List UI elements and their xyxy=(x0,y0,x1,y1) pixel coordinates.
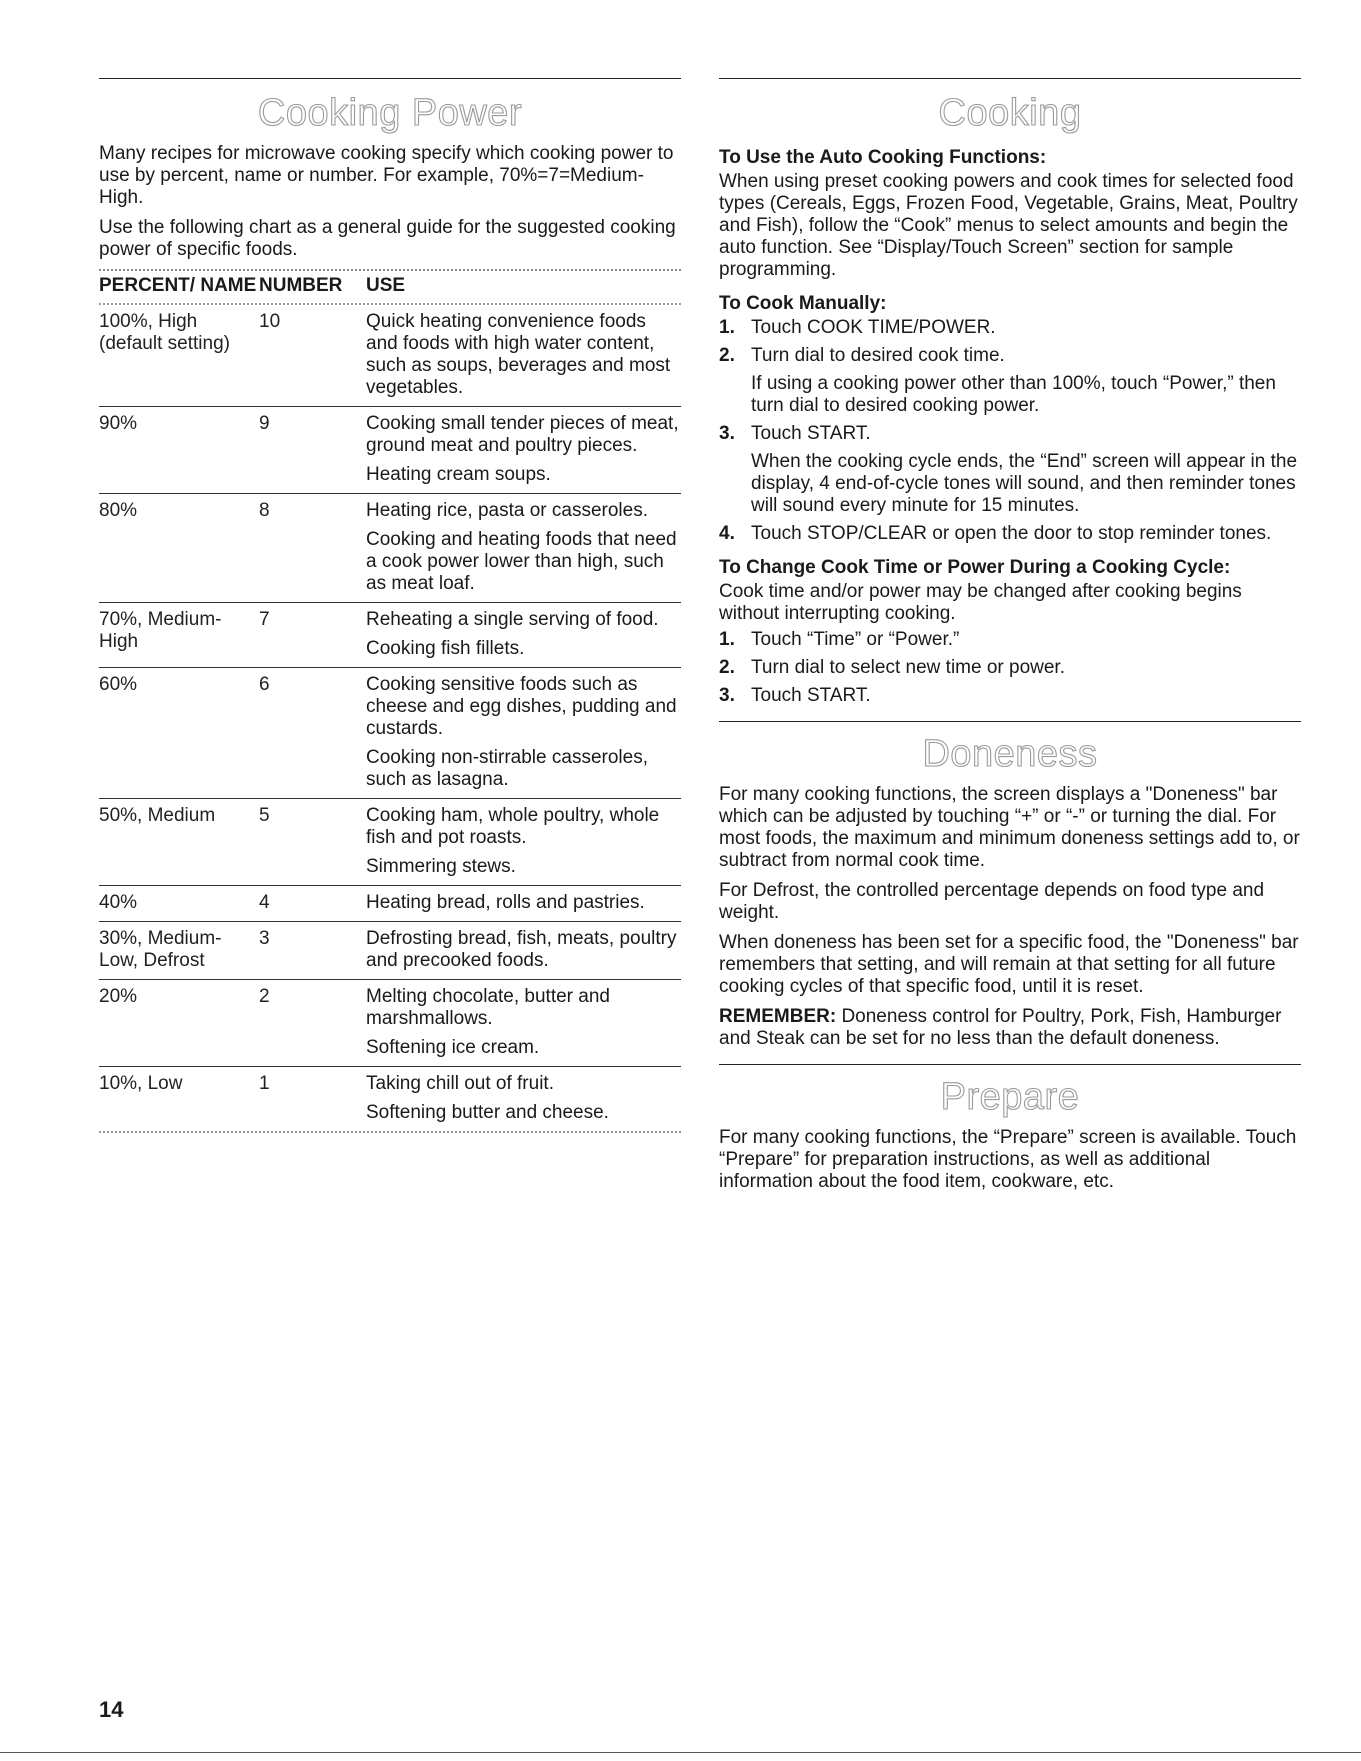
percent-name-cell: 20% xyxy=(99,986,138,1007)
use-line: Cooking and heating foods that need a cook power lower than high, such as meat loaf. xyxy=(366,529,677,594)
cook-manually-heading: To Cook Manually: xyxy=(719,293,887,314)
number-cell: 5 xyxy=(259,805,270,826)
change-cook-steps xyxy=(719,629,1301,707)
use-cell xyxy=(366,805,681,878)
header-percent-name: PERCENT/ NAME xyxy=(99,275,257,296)
step-number: 1. xyxy=(719,317,735,338)
header-use: USE xyxy=(366,275,406,296)
number-cell: 8 xyxy=(259,500,270,521)
table-row xyxy=(99,1067,681,1133)
use-cell xyxy=(366,500,681,595)
doneness-para-1: For many cooking functions, the screen displays a "Doneness" bar which can be adjusted by touching “+” or “-” or turning the dial. For most foods, the maximum and minimum doneness settings add to, or subtract from normal cook time. xyxy=(719,784,1300,871)
table-row xyxy=(99,886,681,922)
use-line: Heating bread, rolls and pastries. xyxy=(366,892,645,913)
percent-name-cell: 40% xyxy=(99,892,138,913)
number-cell: 3 xyxy=(259,928,270,949)
use-line: Quick heating convenience foods and foods with high water content, such as soups, beverages and most vegetables. xyxy=(366,311,671,398)
prepare-title: Prepare xyxy=(940,1076,1080,1118)
number-cell: 2 xyxy=(259,986,270,1007)
change-cook-text: Cook time and/or power may be changed after cooking begins without interrupting cooking. xyxy=(719,581,1242,624)
table-row xyxy=(99,799,681,886)
step-item xyxy=(719,685,1301,707)
percent-name-cell: 60% xyxy=(99,674,138,695)
section-rule xyxy=(719,78,1301,79)
table-row xyxy=(99,922,681,980)
section-rule xyxy=(99,78,681,79)
step-number: 2. xyxy=(719,345,735,366)
cooking-power-intro-2: Use the following chart as a general guide for the suggested cooking power of specific foods. xyxy=(99,217,676,260)
page-number: 14 xyxy=(99,1697,124,1722)
step-body xyxy=(751,685,871,707)
step-body xyxy=(751,423,1301,517)
section-rule xyxy=(719,1064,1301,1065)
step-text: Touch COOK TIME/POWER. xyxy=(751,317,996,338)
step-item xyxy=(719,629,1301,651)
cooking-power-title: Cooking Power xyxy=(257,92,523,134)
step-text: Touch STOP/CLEAR or open the door to stop reminder tones. xyxy=(751,523,1272,544)
doneness-title: Doneness xyxy=(922,733,1098,775)
use-line: Cooking non-stirrable casseroles, such as lasagna. xyxy=(366,747,648,790)
step-body xyxy=(751,657,1065,679)
cook-manually-steps xyxy=(719,317,1301,545)
step-number: 4. xyxy=(719,523,735,544)
use-line: Cooking sensitive foods such as cheese and egg dishes, pudding and custards. xyxy=(366,674,677,739)
percent-name-cell: 50%, Medium xyxy=(99,805,216,826)
table-row xyxy=(99,668,681,799)
use-cell xyxy=(366,311,681,399)
use-cell xyxy=(366,986,681,1059)
percent-name-cell: 90% xyxy=(99,413,138,434)
step-body xyxy=(751,629,959,651)
use-line: Cooking fish fillets. xyxy=(366,638,525,659)
table-body xyxy=(99,305,681,1133)
percent-name-cell: 80% xyxy=(99,500,138,521)
use-line: Reheating a single serving of food. xyxy=(366,609,659,630)
prepare-para-1: For many cooking functions, the “Prepare” screen is available. Touch “Prepare” for preparation instructions, as well as additional information about the food item, cookware, etc. xyxy=(719,1127,1297,1192)
step-number: 3. xyxy=(719,685,735,706)
number-cell: 1 xyxy=(259,1073,270,1094)
doneness-para-3: When doneness has been set for a specific food, the "Doneness" bar remembers that setting, and will remain at that setting for all future cooking cycles of that specific food, until it is reset. xyxy=(719,932,1299,997)
step-item xyxy=(719,523,1301,545)
use-line: Taking chill out of fruit. xyxy=(366,1073,554,1094)
step-subtext: If using a cooking power other than 100%, touch “Power,” then turn dial to desired cooking power. xyxy=(751,373,1276,416)
use-line: Softening butter and cheese. xyxy=(366,1102,609,1123)
step-item xyxy=(719,657,1301,679)
left-column xyxy=(99,78,681,1133)
use-line: Heating cream soups. xyxy=(366,464,551,485)
cooking-power-table xyxy=(99,269,681,1133)
table-row xyxy=(99,305,681,407)
step-text: Touch START. xyxy=(751,685,871,706)
use-line: Cooking ham, whole poultry, whole fish and pot roasts. xyxy=(366,805,660,848)
percent-name-cell: 100%, High (default setting) xyxy=(99,311,230,354)
use-cell xyxy=(366,674,681,791)
percent-name-cell: 30%, Medium-Low, Defrost xyxy=(99,928,222,971)
step-body xyxy=(751,523,1271,545)
step-item xyxy=(719,345,1301,417)
number-cell: 6 xyxy=(259,674,270,695)
step-number: 3. xyxy=(719,423,735,444)
section-rule xyxy=(719,721,1301,722)
step-text: Touch “Time” or “Power.” xyxy=(751,629,960,650)
table-row xyxy=(99,494,681,603)
use-cell xyxy=(366,609,681,660)
step-text: Turn dial to select new time or power. xyxy=(751,657,1065,678)
use-cell xyxy=(366,928,681,972)
table-row xyxy=(99,603,681,668)
remember-text: Doneness control for Poultry, Pork, Fish, Hamburger and Steak can be set for no less than the default doneness. xyxy=(719,1006,1282,1049)
step-text: Touch START. xyxy=(751,423,871,444)
step-body xyxy=(751,317,996,339)
step-text: Turn dial to desired cook time. xyxy=(751,345,1005,366)
footer-rule xyxy=(0,1752,1361,1753)
use-line: Heating rice, pasta or casseroles. xyxy=(366,500,648,521)
doneness-remember xyxy=(719,1006,1301,1050)
step-item xyxy=(719,423,1301,517)
step-body xyxy=(751,345,1301,417)
table-header xyxy=(99,269,681,305)
remember-label: REMEMBER: xyxy=(719,1006,837,1027)
step-number: 2. xyxy=(719,657,735,678)
doneness-para-2: For Defrost, the controlled percentage depends on food type and weight. xyxy=(719,880,1265,923)
change-cook-heading: To Change Cook Time or Power During a Cooking Cycle: xyxy=(719,557,1231,578)
percent-name-cell: 10%, Low xyxy=(99,1073,183,1094)
use-cell xyxy=(366,892,681,914)
use-line: Simmering stews. xyxy=(366,856,516,877)
auto-cooking-text: When using preset cooking powers and cook times for selected food types (Cereals, Eggs, Frozen Food, Vegetable, Grains, Meat, Poultry and Fish), follow the “Cook” menus to select amounts and begin the auto function. See “Display/Touch Screen” section for sample programming. xyxy=(719,171,1298,280)
use-line: Melting chocolate, butter and marshmallows. xyxy=(366,986,610,1029)
table-row xyxy=(99,407,681,494)
use-line: Defrosting bread, fish, meats, poultry and precooked foods. xyxy=(366,928,677,971)
use-cell xyxy=(366,413,681,486)
number-cell: 7 xyxy=(259,609,270,630)
percent-name-cell: 70%, Medium-High xyxy=(99,609,222,652)
step-number: 1. xyxy=(719,629,735,650)
auto-cooking-heading: To Use the Auto Cooking Functions: xyxy=(719,147,1047,168)
step-subtext: When the cooking cycle ends, the “End” screen will appear in the display, 4 end-of-cycle tones will sound, and then reminder tones will sound every minute for 15 minutes. xyxy=(751,451,1298,516)
step-item xyxy=(719,317,1301,339)
table-row xyxy=(99,980,681,1067)
use-cell xyxy=(366,1073,681,1124)
number-cell: 9 xyxy=(259,413,270,434)
number-cell: 10 xyxy=(259,311,281,332)
use-line: Softening ice cream. xyxy=(366,1037,540,1058)
cooking-title: Cooking xyxy=(938,92,1082,134)
cooking-power-intro-1: Many recipes for microwave cooking specify which cooking power to use by percent, name or number. For example, 70%=7=Medium-High. xyxy=(99,143,674,208)
number-cell: 4 xyxy=(259,892,270,913)
header-number: NUMBER xyxy=(259,275,343,296)
use-line: Cooking small tender pieces of meat, ground meat and poultry pieces. xyxy=(366,413,679,456)
right-column xyxy=(719,78,1301,1201)
